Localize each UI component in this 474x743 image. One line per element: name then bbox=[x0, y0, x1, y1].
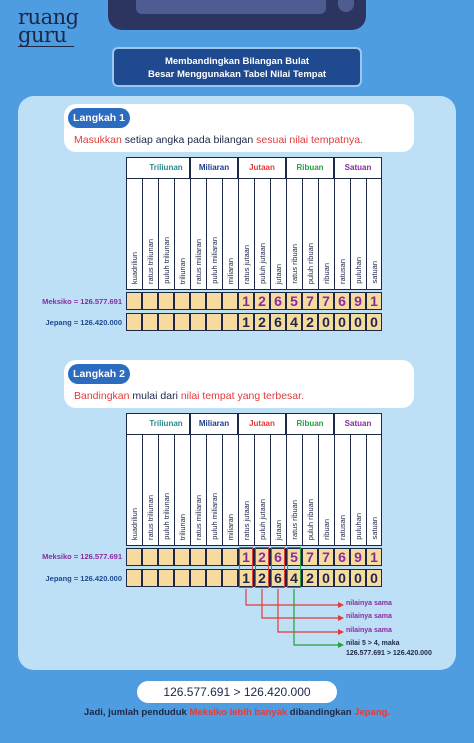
digit-cell: 5 bbox=[286, 292, 302, 310]
group-header-1: Miliaran bbox=[190, 413, 238, 435]
row-label-mexico-2: Meksiko = 126.577.691 bbox=[42, 552, 122, 561]
column-label: jutaan bbox=[274, 519, 283, 540]
column-label: ratus ribuan bbox=[290, 244, 299, 284]
group-header-4: Satuan bbox=[334, 157, 382, 179]
column-label: puluhan bbox=[354, 513, 363, 540]
digit-cell: 9 bbox=[350, 292, 366, 310]
digit-cell: 0 bbox=[318, 569, 334, 587]
column-label: ratus jutaan bbox=[242, 500, 251, 540]
digit-cell: 9 bbox=[350, 548, 366, 566]
digit-cell: 1 bbox=[238, 292, 254, 310]
arrow-head bbox=[338, 615, 344, 621]
group-header-3: Ribuan bbox=[286, 157, 334, 179]
digit-cell: 6 bbox=[270, 313, 286, 331]
column-label: puluhan bbox=[354, 257, 363, 284]
digit-cell: 2 bbox=[254, 548, 270, 566]
row-label-mexico: Meksiko = 126.577.691 bbox=[42, 297, 122, 306]
arrow-line bbox=[278, 589, 340, 632]
page-title: Membandingkan Bilangan Bulat Besar Menggunakan Tabel Nilai Tempat bbox=[112, 47, 362, 87]
digit-cell: 2 bbox=[302, 313, 318, 331]
note-2: nilainya sama bbox=[346, 613, 392, 620]
digit-cell: 7 bbox=[318, 292, 334, 310]
column-label: ratusan bbox=[338, 258, 347, 284]
column-label: puluh triliunan bbox=[162, 237, 171, 284]
digit-cell: 1 bbox=[238, 313, 254, 331]
group-header-0: Triliunan bbox=[126, 413, 190, 435]
digit-cell: 1 bbox=[238, 548, 254, 566]
column-label: ratus jutaan bbox=[242, 244, 251, 284]
column-label: puluh jutaan bbox=[258, 243, 267, 284]
digit-cell: 4 bbox=[286, 569, 302, 587]
ruangguru-logo: ruang guru bbox=[18, 5, 79, 47]
column-label: ratus ribuan bbox=[290, 500, 299, 540]
digit-cell: 7 bbox=[302, 548, 318, 566]
column-label: kuadriliun bbox=[130, 251, 139, 284]
group-header-4: Satuan bbox=[334, 413, 382, 435]
digit-cell: 6 bbox=[334, 548, 350, 566]
note-4: nilai 5 > 4, maka bbox=[346, 640, 400, 647]
column-label: ribuan bbox=[322, 519, 331, 540]
digit-cell: 2 bbox=[254, 313, 270, 331]
step-1-instruction: Masukkan setiap angka pada bilangan sesuai nilai tempatnya. bbox=[74, 134, 363, 146]
digit-cell: 0 bbox=[334, 569, 350, 587]
note-1: nilainya sama bbox=[346, 600, 392, 607]
column-label: jutaan bbox=[274, 263, 283, 284]
digit-cell: 1 bbox=[238, 569, 254, 587]
arrow-line bbox=[246, 589, 340, 605]
digit-cell: 6 bbox=[334, 292, 350, 310]
digit-cell: 7 bbox=[302, 292, 318, 310]
digit-cell: 2 bbox=[254, 569, 270, 587]
arrow-line bbox=[294, 589, 340, 645]
digit-cell: 0 bbox=[318, 313, 334, 331]
group-header-1: Miliaran bbox=[190, 157, 238, 179]
row-label-japan: Jepang = 126.420.000 bbox=[45, 318, 122, 327]
digit-cell: 6 bbox=[270, 292, 286, 310]
column-label: kuadriliun bbox=[130, 507, 139, 540]
column-label: puluh ribuan bbox=[306, 242, 315, 284]
note-3: nilainya sama bbox=[346, 627, 392, 634]
digit-cell: 2 bbox=[254, 292, 270, 310]
step-2-instruction: Bandingkan mulai dari nilai tempat yang terbesar. bbox=[74, 390, 304, 402]
column-label: ratusan bbox=[338, 514, 347, 540]
digit-cell: 0 bbox=[366, 569, 382, 587]
step-1-pill: Langkah 1 bbox=[68, 108, 130, 128]
column-label: triliunan bbox=[178, 513, 187, 540]
arrow-head bbox=[338, 602, 344, 608]
conclusion-text: Jadi, jumlah penduduk Meksiko lebih banyak dibandingkan Jepang. bbox=[83, 707, 391, 718]
arrow-head bbox=[338, 642, 344, 648]
column-label: ribuan bbox=[322, 263, 331, 284]
column-label: ratus miliaran bbox=[194, 238, 203, 284]
digit-cell: 1 bbox=[366, 548, 382, 566]
column-label: miliaran bbox=[226, 513, 235, 540]
digit-cell: 0 bbox=[334, 313, 350, 331]
digit-cell: 0 bbox=[350, 569, 366, 587]
column-label: triliunan bbox=[178, 257, 187, 284]
column-label: puluh miliaran bbox=[210, 493, 219, 540]
digit-cell: 4 bbox=[286, 313, 302, 331]
step-2-pill: Langkah 2 bbox=[68, 364, 130, 384]
column-label: ratus triliunan bbox=[146, 494, 155, 540]
digit-cell: 0 bbox=[350, 313, 366, 331]
digit-cell: 5 bbox=[286, 548, 302, 566]
arrow-head bbox=[338, 629, 344, 635]
group-header-0: Triliunan bbox=[126, 157, 190, 179]
digit-cell: 2 bbox=[302, 569, 318, 587]
column-label: puluh jutaan bbox=[258, 499, 267, 540]
column-label: ratus triliunan bbox=[146, 238, 155, 284]
result-inequality: 126.577.691 > 126.420.000 bbox=[137, 681, 337, 703]
digit-cell: 1 bbox=[366, 292, 382, 310]
column-label: puluh miliaran bbox=[210, 237, 219, 284]
digit-cell: 0 bbox=[366, 313, 382, 331]
digit-cell: 6 bbox=[270, 569, 286, 587]
column-label: puluh ribuan bbox=[306, 498, 315, 540]
group-header-2: Jutaan bbox=[238, 413, 286, 435]
row-label-japan-2: Jepang = 126.420.000 bbox=[45, 574, 122, 583]
column-label: puluh triliunan bbox=[162, 493, 171, 540]
column-label: satuan bbox=[370, 517, 379, 540]
digit-cell: 7 bbox=[318, 548, 334, 566]
group-header-2: Jutaan bbox=[238, 157, 286, 179]
column-label: satuan bbox=[370, 261, 379, 284]
arrow-line bbox=[262, 589, 340, 618]
digit-cell: 6 bbox=[270, 548, 286, 566]
note-5: 126.577.691 > 126.420.000 bbox=[346, 650, 432, 657]
column-label: miliaran bbox=[226, 257, 235, 284]
column-label: ratus miliaran bbox=[194, 494, 203, 540]
group-header-3: Ribuan bbox=[286, 413, 334, 435]
